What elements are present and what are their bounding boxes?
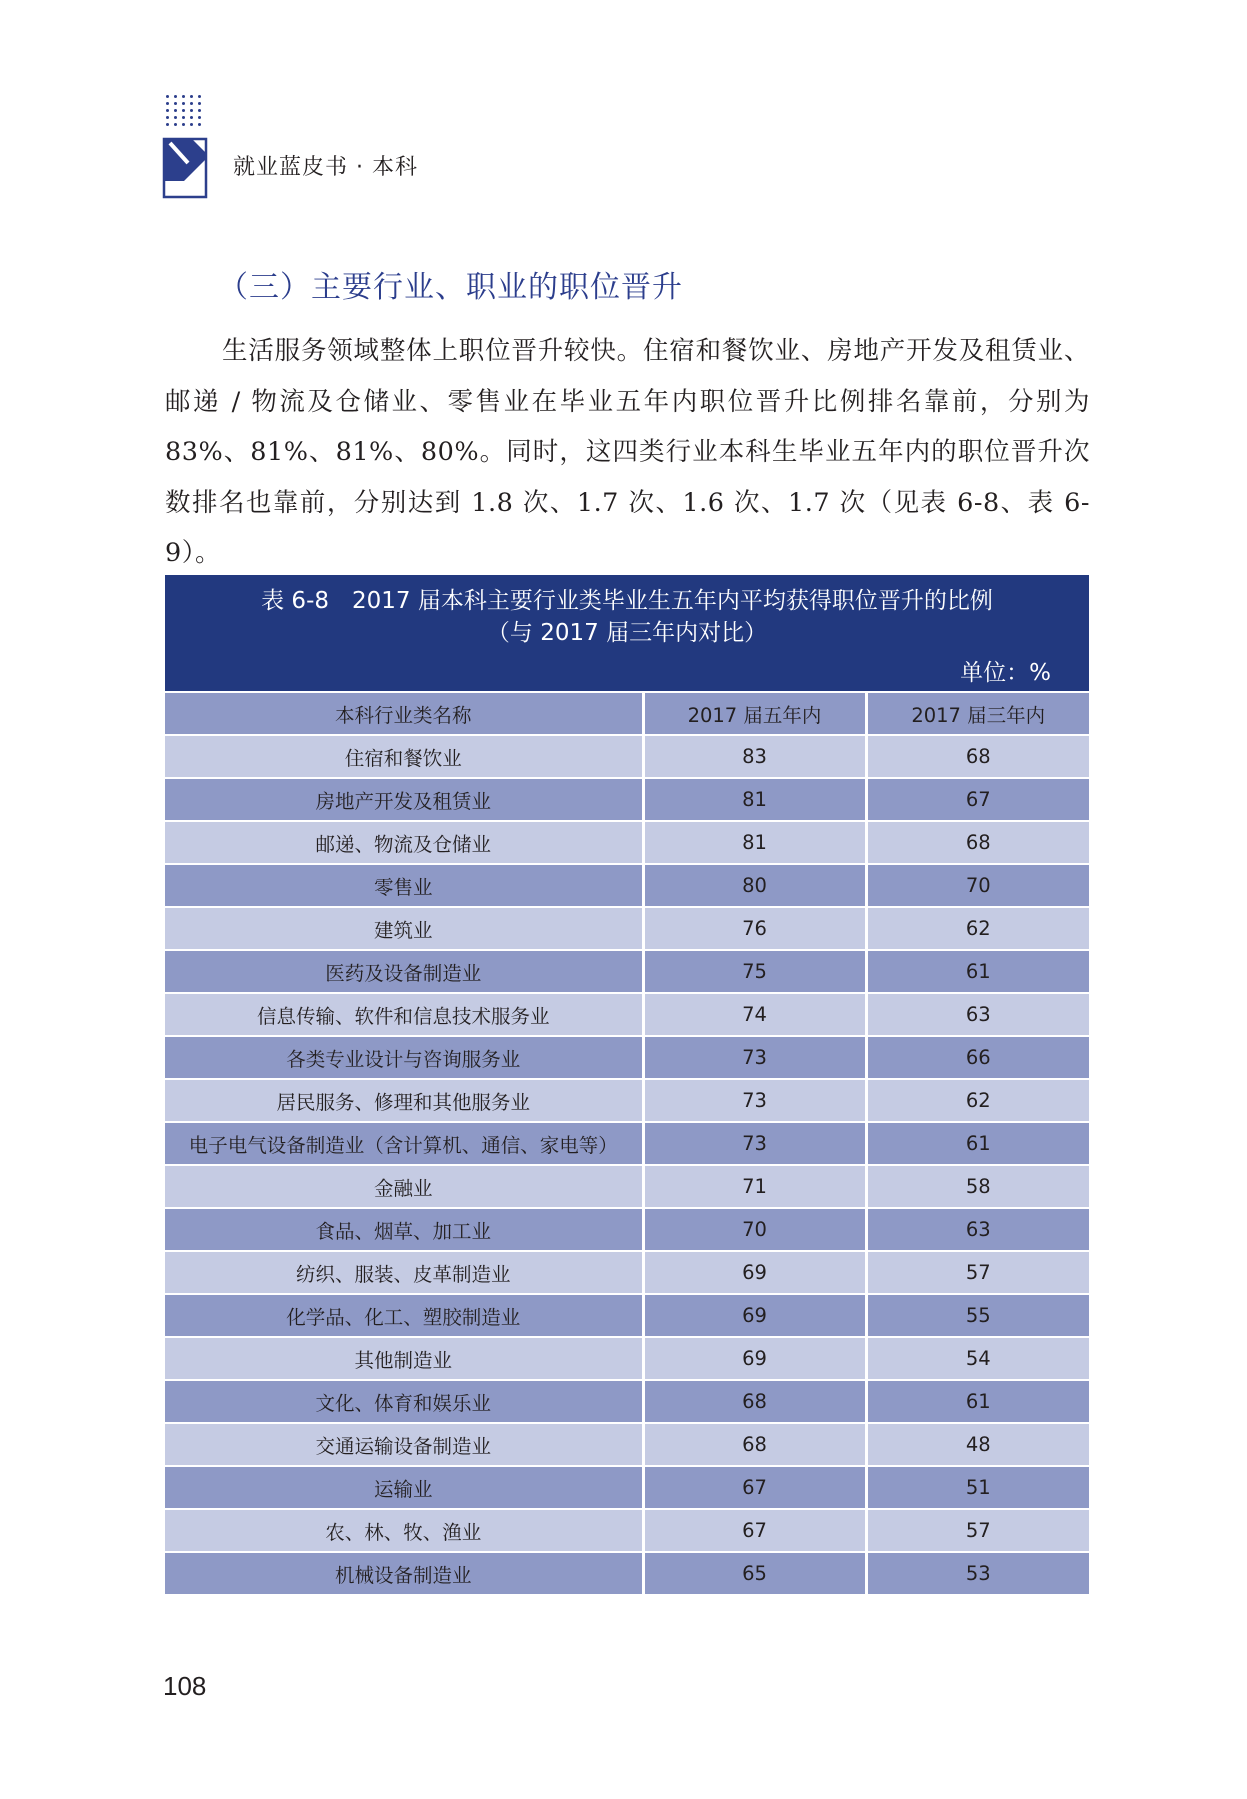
industry-cell: 住宿和餐饮业 bbox=[165, 735, 643, 778]
dot bbox=[174, 123, 177, 126]
dot bbox=[198, 123, 201, 126]
five-year-cell: 68 bbox=[643, 1380, 866, 1423]
three-year-cell: 53 bbox=[866, 1552, 1089, 1594]
industry-cell: 运输业 bbox=[165, 1466, 643, 1509]
five-year-cell: 73 bbox=[643, 1122, 866, 1165]
three-year-cell: 57 bbox=[866, 1509, 1089, 1552]
industry-cell: 食品、烟草、加工业 bbox=[165, 1208, 643, 1251]
column-header-three-year: 2017 届三年内 bbox=[866, 692, 1089, 735]
three-year-cell: 66 bbox=[866, 1036, 1089, 1079]
three-year-cell: 51 bbox=[866, 1466, 1089, 1509]
five-year-cell: 81 bbox=[643, 821, 866, 864]
three-year-cell: 63 bbox=[866, 1208, 1089, 1251]
dot bbox=[190, 116, 193, 119]
three-year-cell: 62 bbox=[866, 907, 1089, 950]
table-row bbox=[165, 1208, 1089, 1251]
industry-cell: 机械设备制造业 bbox=[165, 1552, 643, 1594]
five-year-cell: 67 bbox=[643, 1466, 866, 1509]
industry-cell: 医药及设备制造业 bbox=[165, 950, 643, 993]
book-logo bbox=[162, 95, 210, 201]
dot bbox=[190, 123, 193, 126]
body-paragraph bbox=[165, 326, 1090, 579]
five-year-cell: 71 bbox=[643, 1165, 866, 1208]
three-year-cell: 67 bbox=[866, 778, 1089, 821]
five-year-cell: 83 bbox=[643, 735, 866, 778]
industry-cell: 邮递、物流及仓储业 bbox=[165, 821, 643, 864]
dot bbox=[182, 123, 185, 126]
industry-cell: 化学品、化工、塑胶制造业 bbox=[165, 1294, 643, 1337]
dot bbox=[182, 116, 185, 119]
column-header-five-year: 2017 届五年内 bbox=[643, 692, 866, 735]
table-row bbox=[165, 1165, 1089, 1208]
table-row bbox=[165, 1466, 1089, 1509]
five-year-cell: 76 bbox=[643, 907, 866, 950]
five-year-cell: 69 bbox=[643, 1251, 866, 1294]
dot bbox=[174, 116, 177, 119]
dot-pattern-icon bbox=[166, 95, 206, 131]
table-row bbox=[165, 1552, 1089, 1594]
dot bbox=[198, 109, 201, 112]
three-year-cell: 57 bbox=[866, 1251, 1089, 1294]
industry-cell: 金融业 bbox=[165, 1165, 643, 1208]
table-row bbox=[165, 1251, 1089, 1294]
dot bbox=[166, 116, 169, 119]
dot bbox=[198, 102, 201, 105]
page-number: 108 bbox=[163, 1671, 207, 1701]
industry-cell: 农、林、牧、渔业 bbox=[165, 1509, 643, 1552]
table-row bbox=[165, 1509, 1089, 1552]
promotion-table bbox=[165, 575, 1089, 1594]
three-year-cell: 55 bbox=[866, 1294, 1089, 1337]
running-head: 就业蓝皮书 · 本科 bbox=[233, 155, 418, 180]
table-unit: 单位：% bbox=[960, 660, 1051, 686]
industry-cell: 纺织、服装、皮革制造业 bbox=[165, 1251, 643, 1294]
dot bbox=[166, 109, 169, 112]
table-row bbox=[165, 950, 1089, 993]
five-year-cell: 73 bbox=[643, 1079, 866, 1122]
five-year-cell: 81 bbox=[643, 778, 866, 821]
table-header-row bbox=[165, 692, 1089, 735]
table-row bbox=[165, 993, 1089, 1036]
five-year-cell: 74 bbox=[643, 993, 866, 1036]
column-header-industry: 本科行业类名称 bbox=[165, 692, 643, 735]
table-subtitle: （与 2017 届三年内对比） bbox=[486, 620, 768, 646]
table-row bbox=[165, 1380, 1089, 1423]
five-year-cell: 73 bbox=[643, 1036, 866, 1079]
dot bbox=[190, 102, 193, 105]
five-year-cell: 67 bbox=[643, 1509, 866, 1552]
table-caption bbox=[165, 575, 1089, 691]
table-title: 表 6-8 2017 届本科主要行业类毕业生五年内平均获得职位晋升的比例 bbox=[261, 588, 993, 614]
five-year-cell: 69 bbox=[643, 1337, 866, 1380]
dot bbox=[190, 95, 193, 98]
three-year-cell: 61 bbox=[866, 1380, 1089, 1423]
three-year-cell: 68 bbox=[866, 735, 1089, 778]
dot bbox=[182, 102, 185, 105]
table-row bbox=[165, 1294, 1089, 1337]
three-year-cell: 54 bbox=[866, 1337, 1089, 1380]
table-row bbox=[165, 1079, 1089, 1122]
industry-cell: 建筑业 bbox=[165, 907, 643, 950]
five-year-cell: 69 bbox=[643, 1294, 866, 1337]
industry-cell: 电子电气设备制造业（含计算机、通信、家电等） bbox=[165, 1122, 643, 1165]
three-year-cell: 61 bbox=[866, 1122, 1089, 1165]
five-year-cell: 75 bbox=[643, 950, 866, 993]
three-year-cell: 68 bbox=[866, 821, 1089, 864]
dot bbox=[174, 95, 177, 98]
five-year-cell: 68 bbox=[643, 1423, 866, 1466]
dot bbox=[190, 109, 193, 112]
dot bbox=[198, 116, 201, 119]
data-table bbox=[165, 691, 1089, 1594]
five-year-cell: 70 bbox=[643, 1208, 866, 1251]
three-year-cell: 63 bbox=[866, 993, 1089, 1036]
table-row bbox=[165, 864, 1089, 907]
three-year-cell: 58 bbox=[866, 1165, 1089, 1208]
dot bbox=[182, 95, 185, 98]
table-row bbox=[165, 778, 1089, 821]
industry-cell: 各类专业设计与咨询服务业 bbox=[165, 1036, 643, 1079]
industry-cell: 居民服务、修理和其他服务业 bbox=[165, 1079, 643, 1122]
three-year-cell: 61 bbox=[866, 950, 1089, 993]
book-corner-icon bbox=[162, 137, 210, 199]
industry-cell: 房地产开发及租赁业 bbox=[165, 778, 643, 821]
dot bbox=[182, 109, 185, 112]
section-title: （三）主要行业、职业的职位晋升 bbox=[218, 270, 683, 305]
dot bbox=[166, 102, 169, 105]
industry-cell: 信息传输、软件和信息技术服务业 bbox=[165, 993, 643, 1036]
dot bbox=[166, 95, 169, 98]
table-row bbox=[165, 1337, 1089, 1380]
table-row bbox=[165, 1036, 1089, 1079]
three-year-cell: 48 bbox=[866, 1423, 1089, 1466]
table-row bbox=[165, 1122, 1089, 1165]
table-row bbox=[165, 821, 1089, 864]
industry-cell: 文化、体育和娱乐业 bbox=[165, 1380, 643, 1423]
dot bbox=[174, 109, 177, 112]
three-year-cell: 70 bbox=[866, 864, 1089, 907]
table-row bbox=[165, 907, 1089, 950]
three-year-cell: 62 bbox=[866, 1079, 1089, 1122]
dot bbox=[166, 123, 169, 126]
table-row bbox=[165, 735, 1089, 778]
dot bbox=[198, 95, 201, 98]
industry-cell: 其他制造业 bbox=[165, 1337, 643, 1380]
industry-cell: 交通运输设备制造业 bbox=[165, 1423, 643, 1466]
paragraph-text: 生活服务领域整体上职位晋升较快。住宿和餐饮业、房地产开发及租赁业、邮递 / 物流及仓储业、零售业在毕业五年内职位晋升比例排名靠前，分别为 83%、81%、81%、80%。同时，这四类行业本科生毕业五年内的职位晋升次数排名也靠前，分别达到 1.8 次、1.7 次、1.6 次、1.7 次（见表 6-8、表 6-9）。 bbox=[165, 336, 1090, 568]
five-year-cell: 65 bbox=[643, 1552, 866, 1594]
dot bbox=[174, 102, 177, 105]
industry-cell: 零售业 bbox=[165, 864, 643, 907]
table-row bbox=[165, 1423, 1089, 1466]
five-year-cell: 80 bbox=[643, 864, 866, 907]
